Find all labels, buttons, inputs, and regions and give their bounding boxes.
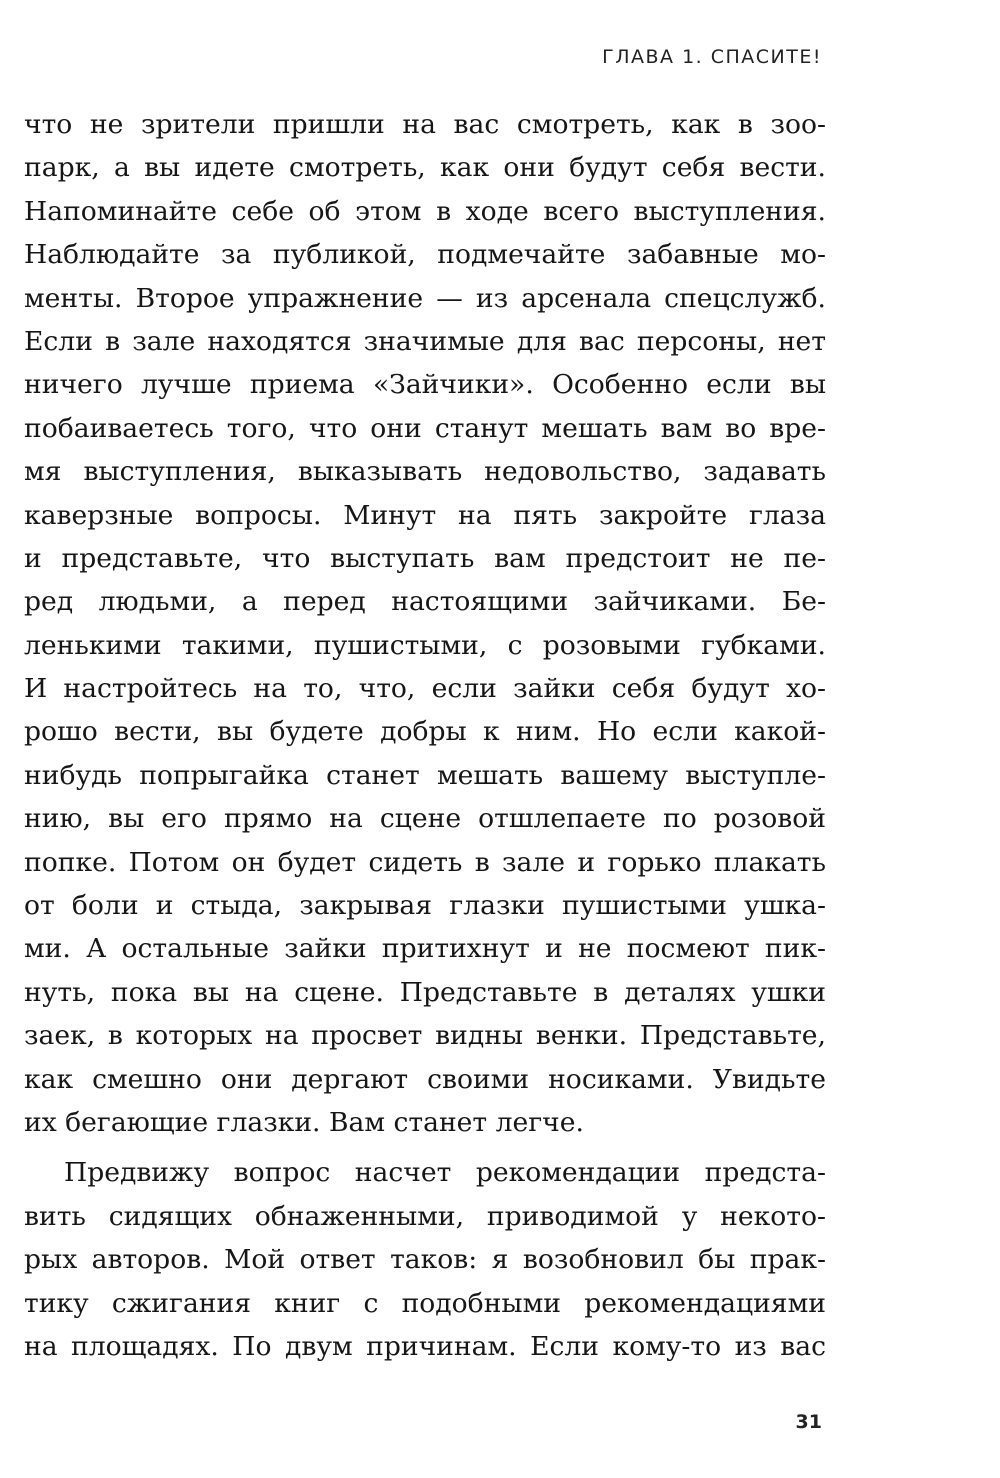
- text-line: заек, в которых на просвет видны венки. Представьте,: [24, 1020, 826, 1052]
- body-text: [24, 103, 826, 1368]
- text-line: нибудь попрыгайка станет мешать вашему выступле-: [24, 759, 826, 791]
- paragraph-2: [24, 1151, 826, 1368]
- text-line: тику сжигания книг с подобными рекомендациями: [24, 1287, 826, 1319]
- text-line: их бегающие глазки. Вам станет легче.: [24, 1106, 584, 1138]
- text-line: побаиваетесь того, что они станут мешать вам во вре-: [24, 412, 826, 444]
- text-line: менты. Второе упражнение — из арсенала спецслужб.: [24, 282, 826, 314]
- text-line: Если в зале находятся значимые для вас персоны, нет: [24, 325, 826, 357]
- text-line: от боли и стыда, закрывая глазки пушистыми ушка-: [24, 890, 826, 922]
- text-line: вить сидящих обнаженными, приводимой у некото-: [24, 1200, 826, 1232]
- text-line: что не зрители пришли на вас смотреть, как в зоо-: [24, 109, 826, 140]
- text-line: ничего лучше приема «Зайчики». Особенно если вы: [24, 369, 826, 401]
- text-line: ми. А остальные зайки притихнут и не посмеют пик-: [24, 933, 826, 965]
- text-line: ред людьми, а перед настоящими зайчиками. Бе-: [24, 586, 826, 618]
- text-line: нию, вы его прямо на сцене отшлепаете по розовой: [24, 803, 826, 835]
- page-number: 31: [795, 1411, 822, 1433]
- text-line: как смешно они дергают своими носиками. Увидьте: [24, 1063, 826, 1095]
- text-line: ленькими такими, пушистыми, с розовыми губками.: [24, 629, 826, 661]
- text-line: нуть, пока вы на сцене. Представьте в деталях ушки: [24, 976, 826, 1008]
- text-line: попке. Потом он будет сидеть в зале и горько плакать: [24, 846, 826, 878]
- paragraph-1: [24, 103, 826, 1144]
- text-line: мя выступления, выказывать недовольство, задавать: [24, 456, 826, 488]
- text-line: Напоминайте себе об этом в ходе всего выступления.: [24, 195, 826, 227]
- paragraph-gap: [24, 1144, 826, 1151]
- text-line: И настройтесь на то, что, если зайки себя будут хо-: [24, 673, 826, 705]
- running-head: ГЛАВА 1. СПАСИТЕ!: [602, 46, 822, 68]
- text-line: Наблюдайте за публикой, подмечайте забавные мо-: [24, 239, 826, 271]
- text-line: и представьте, что выступать вам предстоит не пе-: [24, 542, 826, 574]
- text-line: каверзные вопросы. Минут на пять закройте глаза: [24, 499, 826, 531]
- text-line: Предвижу вопрос насчет рекомендации предста-: [64, 1157, 826, 1189]
- text-line: парк, а вы идете смотреть, как они будут себя вести.: [24, 152, 826, 184]
- text-line: на площадях. По двум причинам. Если кому-то из вас: [24, 1330, 826, 1362]
- text-line: рых авторов. Мой ответ таков: я возобновил бы прак-: [24, 1244, 826, 1276]
- text-line: рошо вести, вы будете добры к ним. Но если какой-: [24, 716, 826, 748]
